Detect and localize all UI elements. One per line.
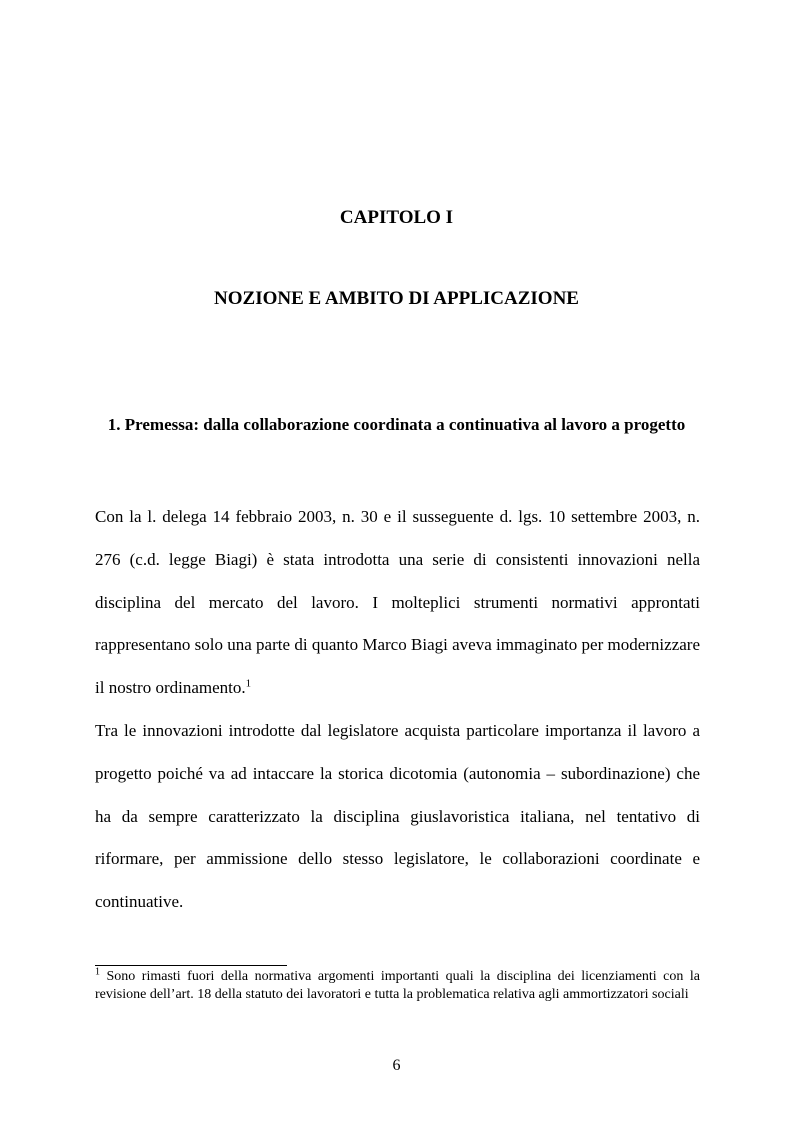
chapter-label: CAPITOLO I [339,207,454,228]
paragraph-2: Tra le innovazioni introdotte dal legislatore acquista particolare importanza il lavoro a progetto poiché va ad intaccare la storica dicotomia (autonomia – subordinazione) che ha da sempre caratterizzato la disciplina giuslavoristica italiana, nel tentativo di riformare, per ammissione dello stesso legislatore, le collaborazioni coordinate e continuative. [95,720,700,912]
footnote-number: 1 [95,966,100,978]
body-text [95,496,700,924]
footnote-reference[interactable]: 1 [245,677,252,690]
section-heading: 1. Premessa: dalla collaborazione coordinata a continuativa al lavoro a progetto [107,415,686,434]
footnote-text: Sono rimasti fuori della normativa argomenti importanti quali la disciplina dei licenziamenti con la revisione dell’art. 18 della statuto dei lavoratori e tutta la problematica relativa agli ammortizzatori sociali [95,969,700,1002]
paragraph-1 [95,496,700,710]
footnote-separator [95,965,287,966]
paragraph-1-text: Con la l. delega 14 febbraio 2003, n. 30 e il susseguente d. lgs. 10 settembre 2003, n. 276 (c.d. legge Biagi) è stata introdotta una serie di consistenti innovazioni nella disciplina del mercato del lavoro. I molteplici strumenti normativi approntati rappresentano solo una parte di quanto Marco Biagi aveva immaginato per modernizzare il nostro ordinamento. [95,507,700,698]
page-number: 6 [392,1057,401,1074]
footnote-1 [95,968,700,1004]
chapter-title: NOZIONE E AMBITO DI APPLICAZIONE [214,288,579,309]
